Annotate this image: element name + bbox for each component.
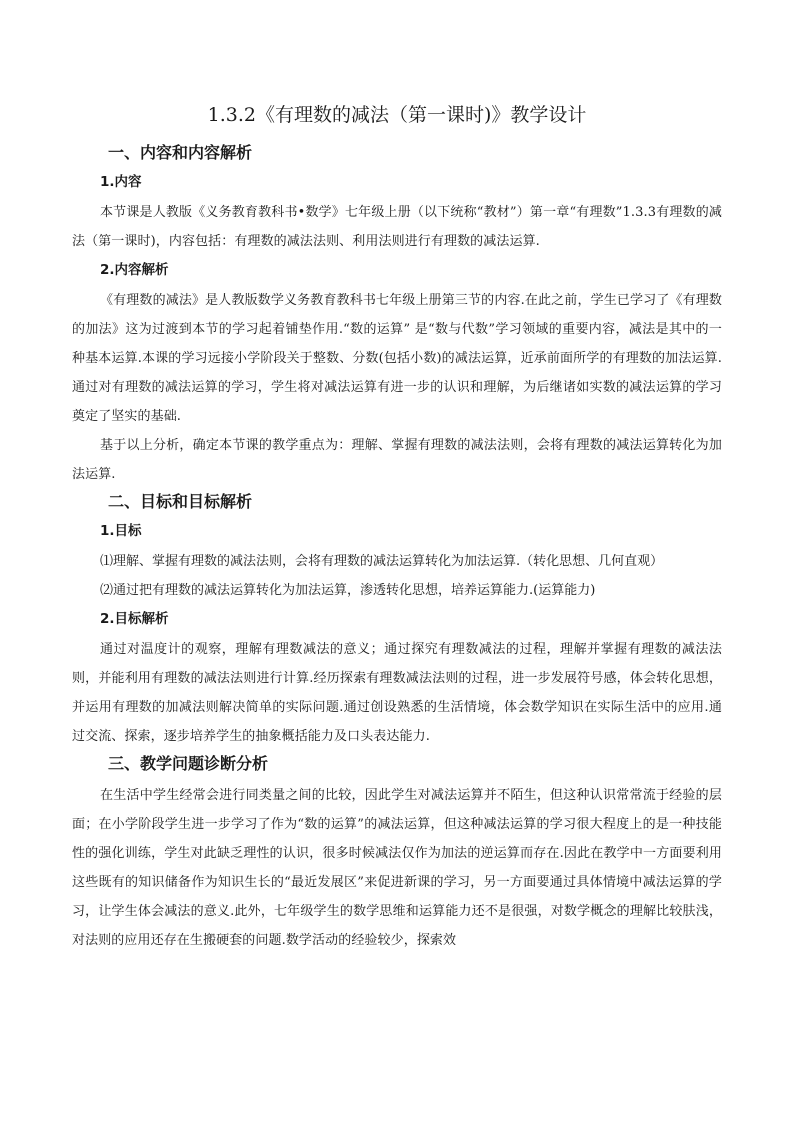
paragraph-problem-diagnosis: 在生活中学生经常会进行同类量之间的比较，因此学生对减法运算并不陌生，但这种认识常常流于经验的层面；在小学阶段学生进一步学习了作为“数的运算”的减法运算，但这种减法运算的学习很大程度上的是一种技能性的强化训练，学生对此缺乏理性的认识，很多时候减法仅作为加法的逆运算而存在.因此在教学中一方面要利用这些既有的知识储备作为知识生长的“最近发展区”来促进新课的学习，另一方面要通过具体情境中减法运算的学习，让学生体会减法的意义.此外，七年级学生的数学思维和运算能力还不是很强，对数学概念的理解比较肤浅，对法则的应用还存在生搬硬套的问题.数学活动的经验较少，探索效 <box>72 788 722 948</box>
paragraph-content: 本节课是人教版《义务教育教科书•数学》七年级上册（以下统称“教材”）第一章“有理数”1.3.3有理数的减法（第一课时)，内容包括：有理数的减法法则、利用法则进行有理数的减法运算. <box>72 205 722 249</box>
goal-item-1: ⑴理解、掌握有理数的减法法则，会将有理数的减法运算转化为加法运算.（转化思想、几何直观） <box>100 554 664 569</box>
subsection-heading-goals: 1.目标 <box>100 523 142 539</box>
paragraph-content-analysis-2: 基于以上分析，确定本节课的教学重点为：理解、掌握有理数的减法法则，会将有理数的减法运算转化为加法运算. <box>72 438 722 482</box>
document-page <box>72 100 722 955</box>
goal-item-2: ⑵通过把有理数的减法运算转化为加法运算，渗透转化思想，培养运算能力.(运算能力) <box>100 583 596 598</box>
subsection-heading-content-analysis: 2.内容解析 <box>100 262 169 278</box>
subsection-heading-content: 1.内容 <box>100 174 142 190</box>
section-heading-1: 一、内容和内容解析 <box>108 143 253 162</box>
section-heading-2: 二、目标和目标解析 <box>108 492 253 511</box>
paragraph-content-analysis-1: 《有理数的减法》是人教版数学义务教育教科书七年级上册第三节的内容.在此之前，学生已学习了《有理数的加法》这为过渡到本节的学习起着铺垫作用.“数的运算” 是“数与代数”学习领域的重要内容，减法是其中的一种基本运算.本课的学习远接小学阶段关于整数、分数(包括小数)的减法运算，近承前面所学的有理数的加法运算.通过对有理数的减法运算的学习，学生将对减法运算有进一步的认识和理解，为后继诸如实数的减法运算的学习奠定了坚实的基础. <box>72 293 722 424</box>
paragraph-goal-analysis: 通过对温度计的观察，理解有理数减法的意义；通过探究有理数减法的过程，理解并掌握有理数的减法法则，并能利用有理数的减法法则进行计算.经历探索有理数减法法则的过程，进一步发展符号感，体会转化思想，并运用有理数的加减法则解决简单的实际问题.通过创设熟悉的生活情境，体会数学知识在实际生活中的应用.通过交流、探索，逐步培养学生的抽象概括能力及口头表达能力. <box>72 642 722 744</box>
subsection-heading-goal-analysis: 2.目标解析 <box>100 611 169 627</box>
section-heading-3: 三、教学问题诊断分析 <box>108 754 269 773</box>
page-title: 1.3.2《有理数的减法（第一课时)》教学设计 <box>207 104 587 126</box>
